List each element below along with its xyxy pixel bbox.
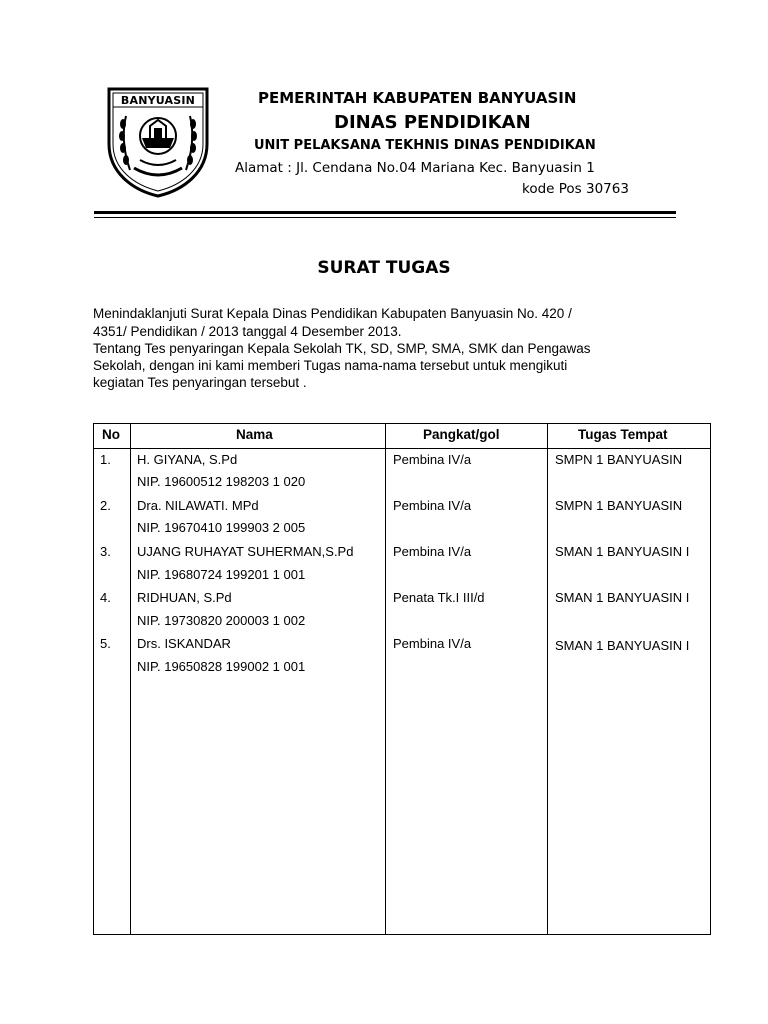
row-nip: NIP. 19650828 199002 1 001 xyxy=(137,659,306,674)
row-assignment-place: SMPN 1 BANYUASIN xyxy=(555,452,683,467)
row-rank: Pembina IV/a xyxy=(393,636,472,651)
row-rank: Pembina IV/a xyxy=(393,498,472,513)
row-rank: Penata Tk.I III/d xyxy=(393,590,485,605)
logo-label: BANYUASIN xyxy=(120,94,196,107)
letterhead-divider-thick xyxy=(94,211,676,214)
header-no: No xyxy=(102,427,120,442)
department-heading: DINAS PENDIDIKAN xyxy=(334,112,531,133)
header-tugas-tempat: Tugas Tempat xyxy=(578,427,668,442)
row-nip: NIP. 19600512 198203 1 020 xyxy=(137,474,306,489)
postal-code-line: kode Pos 30763 xyxy=(522,181,629,197)
row-number: 2. xyxy=(100,498,111,513)
row-name: Dra. NILAWATI. MPd xyxy=(137,498,259,513)
body-line: Menindaklanjuti Surat Kepala Dinas Pendidikan Kabupaten Banyuasin No. 420 / xyxy=(93,306,572,321)
header-divider xyxy=(94,448,710,449)
address-line: Alamat : Jl. Cendana No.04 Mariana Kec. Banyuasin 1 xyxy=(235,160,595,176)
letterhead-divider-thin xyxy=(94,217,676,218)
government-heading: PEMERINTAH KABUPATEN BANYUASIN xyxy=(258,89,577,107)
row-rank: Pembina IV/a xyxy=(393,452,472,467)
row-assignment-place: SMAN 1 BANYUASIN I xyxy=(555,544,690,559)
column-divider xyxy=(385,424,386,934)
header-nama: Nama xyxy=(236,427,273,442)
column-divider xyxy=(130,424,131,934)
row-name: UJANG RUHAYAT SUHERMAN,S.Pd xyxy=(137,544,354,559)
row-name: RIDHUAN, S.Pd xyxy=(137,590,232,605)
row-name: H. GIYANA, S.Pd xyxy=(137,452,238,467)
row-number: 1. xyxy=(100,452,111,467)
row-nip: NIP. 19680724 199201 1 001 xyxy=(137,567,306,582)
unit-heading: UNIT PELAKSANA TEKHNIS DINAS PENDIDIKAN xyxy=(254,138,596,153)
column-divider xyxy=(547,424,548,934)
body-line: 4351/ Pendidikan / 2013 tanggal 4 Desember 2013. xyxy=(93,324,402,339)
body-line: Tentang Tes penyaringan Kepala Sekolah TK, SD, SMP, SMA, SMK dan Pengawas xyxy=(93,341,591,356)
header-pangkat: Pangkat/gol xyxy=(423,427,500,442)
row-number: 5. xyxy=(100,636,111,651)
row-nip: NIP. 19670410 199903 2 005 xyxy=(137,520,306,535)
row-number: 4. xyxy=(100,590,111,605)
assignment-table xyxy=(93,423,711,935)
row-name: Drs. ISKANDAR xyxy=(137,636,231,651)
document-title: SURAT TUGAS xyxy=(317,258,451,278)
row-rank: Pembina IV/a xyxy=(393,544,472,559)
row-assignment-place: SMPN 1 BANYUASIN xyxy=(555,498,683,513)
row-assignment-place: SMAN 1 BANYUASIN I xyxy=(555,590,690,605)
row-number: 3. xyxy=(100,544,111,559)
body-line: Sekolah, dengan ini kami memberi Tugas nama-nama tersebut untuk mengikuti xyxy=(93,358,568,373)
banyuasin-emblem-logo xyxy=(106,86,210,198)
row-nip: NIP. 19730820 200003 1 002 xyxy=(137,613,306,628)
body-line: kegiatan Tes penyaringan tersebut . xyxy=(93,375,307,390)
row-assignment-place: SMAN 1 BANYUASIN I xyxy=(555,638,690,653)
